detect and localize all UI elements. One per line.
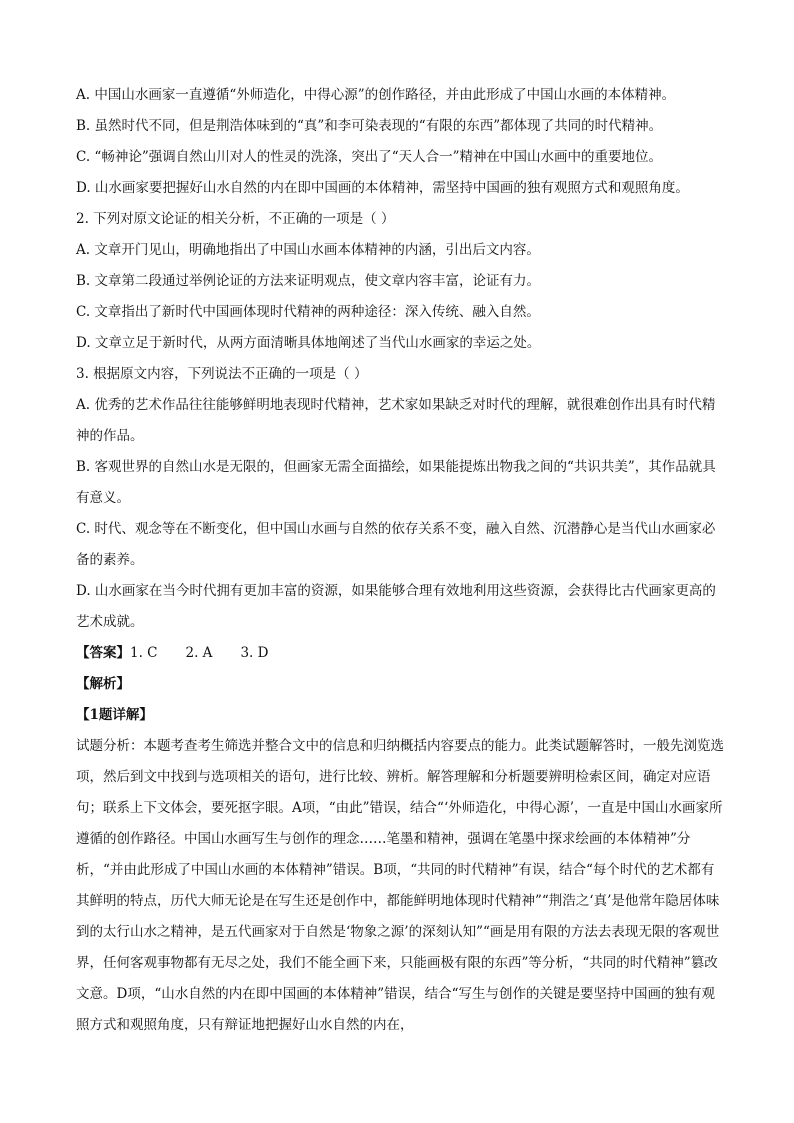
answer-item: 2. A: [185, 645, 213, 661]
analysis-body: 试题分析：本题考查考生筛选并整合文中的信息和归纳概括内容要点的能力。此类试题解答时，一般先浏览选项，然后到文中找到与选项相关的语句，进行比较、辨析。解答理解和分析题要辨明检索区间，确定对应语句；联系上下文体会，要死抠字眼。A项，“由此”错误，结合“‘外师造化，中得心源’，一直是中国山水画家所遵循的创作路径。中国山水画写生与创作的理念……笔墨和精神，强调在笔墨中探求绘画的本体精神”分析，“并由此形成了中国山水画的本体精神”错误。B项，“共同的时代精神”有误，结合“每个时代的艺术都有其鲜明的特点，历代大师无论是在写生还是创作中，都能鲜明地体现时代精神”“荆浩之‘真’是他常年隐居体味到的太行山水之精神，是五代画家对于自然是‘物象之源’的深刻认知”“画是用有限的方法去表现无限的客观世界，任何客观事物都有无尽之处，我们不能全画下来，只能画极有限的东西”等分析，“共同的时代精神”篡改文意。D项，“山水自然的内在即中国画的本体精神”错误，结合“写生与创作的关键是要坚持中国画的独有观照方式和观照角度，只有辩证地把握好山水自然的内在，: [76, 738, 724, 1033]
q3-option-b: B. 客观世界的自然山水是无限的，但画家无需全面描绘，如果能提炼出物我之间的“共识共美”，其作品就具有意义。: [76, 459, 716, 506]
q3-option-d: D. 山水画家在当今时代拥有更加丰富的资源，如果能够合理有效地利用这些资源，会获得比古代画家更高的艺术成就。: [76, 583, 716, 630]
answer-line: [76, 638, 724, 669]
q2-option-c: C. 文章指出了新时代中国画体现时代精神的两种途径：深入传统、融入自然。: [76, 304, 540, 320]
q1-option-d: D. 山水画家要把握好山水自然的内在即中国画的本体精神，需坚持中国画的独有观照方式和观照角度。: [76, 180, 689, 196]
q1-option-b: B. 虽然时代不同，但是荆浩体味到的“真”和李可染表现的“有限的东西”都体现了共同的时代精神。: [76, 118, 663, 134]
q1-option-a: A. 中国山水画家一直遵循“外师造化，中得心源”的创作路径，并由此形成了中国山水画的本体精神。: [76, 87, 676, 103]
q2-option-b: B. 文章第二段通过举例论证的方法来证明观点，使文章内容丰富，论证有力。: [76, 273, 541, 289]
document-content: [76, 80, 724, 1041]
analysis-subtitle: 【1题详解】: [76, 707, 153, 723]
analysis-title: 【解析】: [76, 676, 130, 692]
q3-option-c: C. 时代、观念等在不断变化，但中国山水画与自然的依存关系不变，融入自然、沉潜静心是当代山水画家必备的素养。: [76, 521, 716, 568]
q2-stem: 2. 下列对原文论证的相关分析，不正确的一项是（ ）: [76, 211, 395, 227]
q3-stem: 3. 根据原文内容，下列说法不正确的一项是（ ）: [76, 366, 368, 382]
answer-item: 3. D: [240, 645, 269, 661]
q3-option-a: A. 优秀的艺术作品往往能够鲜明地表现时代精神，艺术家如果缺乏对时代的理解，就很难创作出具有时代精神的作品。: [76, 397, 716, 444]
answer-label: 【答案】: [76, 645, 130, 661]
q2-option-a: A. 文章开门见山，明确地指出了中国山水画本体精神的内涵，引出后文内容。: [76, 242, 540, 258]
q1-option-c: C. “畅神论”强调自然山川对人的性灵的洗涤，突出了“天人合一”精神在中国山水画中的重要地位。: [76, 149, 663, 165]
q2-option-d: D. 文章立足于新时代，从两方面清晰具体地阐述了当代山水画家的幸运之处。: [76, 335, 541, 351]
answer-item: 1. C: [130, 645, 158, 661]
